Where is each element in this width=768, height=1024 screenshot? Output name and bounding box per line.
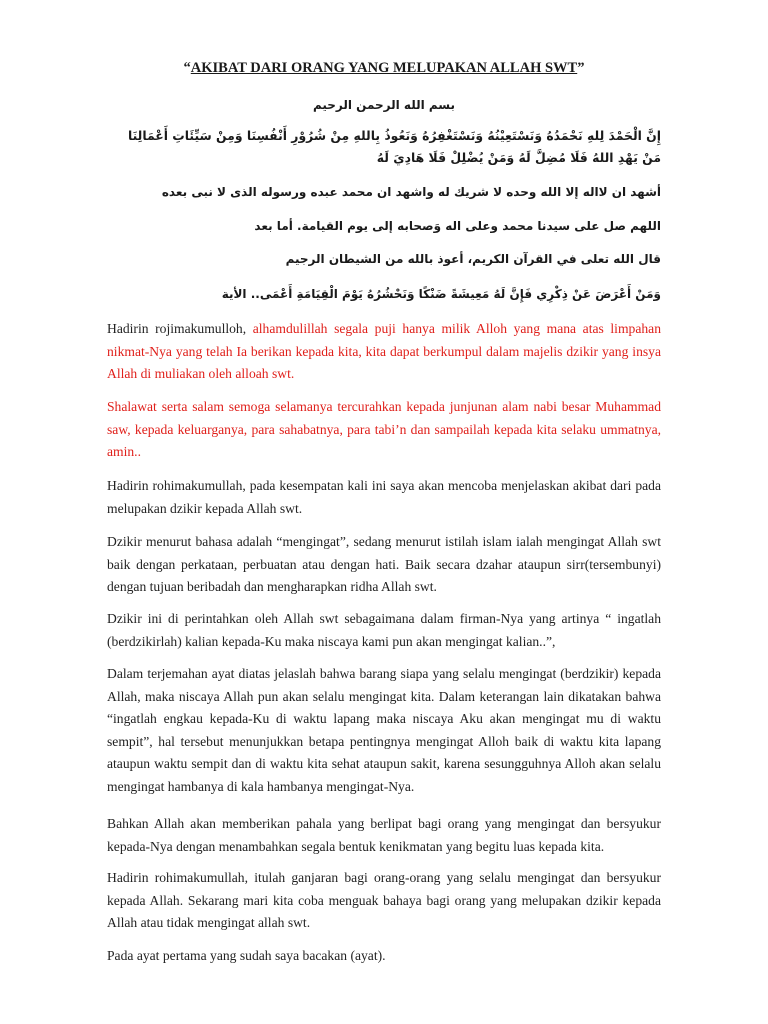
- paragraph-ayah-explanation: Dalam terjemahan ayat diatas jelaslah bahwa barang siapa yang selalu mengingat (berdzikir) kepada Allah, maka niscaya Allah pun akan selalu mengingat kita. Dalam keterangan lain dikatakan bahwa “ingatlah engkau kepada-Ku di waktu lapang maka niscaya Aku akan mengingat mu di waktu sempit”, hal tersebut menunjukkan betapa pentingnya mengingat Alloh baik di waktu kita lapang ataupun waktu sempit dan di waktu kita sehat ataupun sakit, karena sesungguhnya Alloh akan selalu mengingat hambanya di kala hambanya mengingat-Nya.: [107, 666, 661, 794]
- hamdalah-text: alhamdulillah segala puji hanya milik Alloh yang mana atas limpahan nikmat-Nya yang telah Ia berikan kepada kita, kita dapat berkumpul dalam majelis dzikir yang insya Allah di muliakan oleh alloah swt.: [107, 321, 661, 381]
- paragraph-opening-greeting: [107, 318, 661, 386]
- title-text: AKIBAT DARI ORANG YANG MELUPAKAN ALLAH SWT: [190, 60, 578, 76]
- paragraph-reward-summary: Hadirin rohimakumullah, itulah ganjaran bagi orang-orang yang selalu mengingat dan bersyukur kepada Allah. Sekarang mari kita coba menguak bahaya bagi orang yang melupakan dzikir kepada Allah atau tidak mengingat allah swt.: [107, 870, 661, 930]
- title-close-quote: ”: [577, 60, 585, 76]
- quran-ayah-line: وَمَنْ أَعْرَضَ عَنْ ذِكْرِي فَإِنَّ لَهُ مَعِيشَةً ضَنْكًا وَنَحْشُرُهُ يَوْمَ الْقِيَامَةِ أَعْمَى.. الأية: [221, 287, 661, 301]
- paragraph-shalawat: Shalawat serta salam semoga selamanya tercurahkan kepada junjunan alam nabi besar Muhammad saw, kepada keluarganya, para sahabatnya, para tabi’n dan sampailah kepada kita selaku ummatnya, amin..: [107, 399, 661, 459]
- paragraph-first-ayah: Pada ayat pertama yang sudah saya bacakan (ayat).: [107, 948, 386, 963]
- qala-line: قال الله تعلى في القرآن الكريم، أعوذ بالله من الشيطان الرجيم: [285, 252, 661, 266]
- paragraph-dzikir-definition: Dzikir menurut bahasa adalah “mengingat”, sedang menurut istilah islam ialah mengingat Allah swt baik dengan perkataan, perbuatan atau dengan hati. Baik secara dzahar ataupun sirr(tersembunyi) dengan tujuan beribadah dan mengharapkan ridha Allah swt.: [107, 534, 661, 594]
- salawat-line: اللهم صل على سيدنا محمد وعلى اله وَصحابه إلى يوم القيامة. أما بعد: [254, 219, 661, 233]
- title-open-quote: “: [183, 60, 191, 76]
- basmalah-line: بسم الله الرحمن الرحيم: [312, 98, 456, 112]
- paragraph-introduction: Hadirin rohimakumullah, pada kesempatan kali ini saya akan mencoba menjelaskan akibat dari pada melupakan dzikir kepada Allah swt.: [107, 478, 661, 516]
- paragraph-reward: Bahkan Allah akan memberikan pahala yang berlipat bagi orang yang mengingat dan bersyukur kepada-Nya dengan menambahkan segala bentuk kenikmatan yang begitu luas kepada kita.: [107, 816, 661, 854]
- document-title: [0, 60, 768, 77]
- opening-arabic-paragraph: إِنَّ الْحَمْدَ لِلهِ نَحْمَدُهُ وَنَسْتَعِيْنُهُ وَنَسْتَغْفِرُهُ وَنَعُوذُ بِاللهِ مِنْ شُرُوْرِ أَنْفُسِنَا وَمِنْ سَيِّئَاتِ أَعْمَالِنَا مَنْ يَهْدِ اللهُ فَلَا مُضِلَّ لَهُ وَمَنْ يُضْلِلْ فَلَا هَادِيَ لَهُ: [127, 128, 661, 165]
- paragraph-dzikir-command: Dzikir ini di perintahkan oleh Allah swt sebagaimana dalam firman-Nya yang artinya “ ingatlah (berdzikirlah) kalian kepada-Ku maka niscaya kami pun akan mengingat kalian..”,: [107, 611, 661, 649]
- greeting-text: Hadirin rojimakumulloh,: [107, 321, 253, 336]
- shahada-line: أشهد ان لااله إلا الله وحده لا شريك له واشهد ان محمد عبده ورسوله الذى لا نبى بعده: [161, 185, 661, 199]
